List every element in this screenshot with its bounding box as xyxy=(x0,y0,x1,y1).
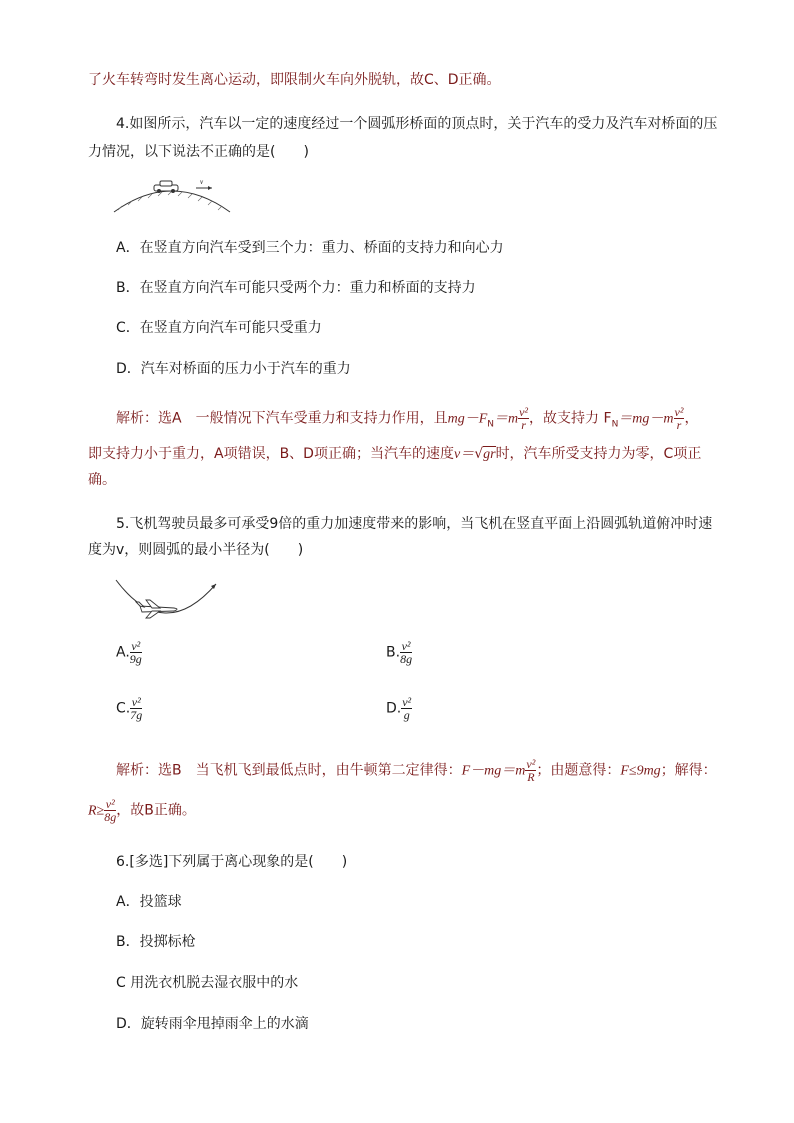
q6-stem: 6.[多选]下列属于离心现象的是( ) xyxy=(116,854,348,870)
q5-option-d: D. $\frac{\text{v²}}{g}$ xyxy=(386,695,412,722)
q5-analysis-line1: 解析：选B 当飞机飞到最低点时，由牛顿第二定律得：F－mg＝m $\frac{\text{v²}}{R}$ ；由题意得：F≤9mg；解得： xyxy=(116,757,717,784)
airplane-icon xyxy=(136,600,177,618)
q4-analysis-line3: 确。 xyxy=(88,472,116,488)
q4-stem-line1: 4.如图所示，汽车以一定的速度经过一个圆弧形桥面的顶点时，关于汽车的受力及汽车对桥面的压 xyxy=(116,116,718,132)
q4-option-d: D．汽车对桥面的压力小于汽车的重力 xyxy=(116,361,351,377)
q5-stem-line1: 5.飞机驾驶员最多可承受9倍的重力加速度带来的影响，当飞机在竖直平面上沿圆弧轨道俯冲时速 xyxy=(116,516,713,532)
q6-option-a: A．投篮球 xyxy=(116,894,182,910)
q4-analysis-line1: 解析：选A 一般情况下汽车受重力和支持力作用，且$mg-F_N=m$ $\frac{\text{v²}}{r}$ ，故支持力 $F_N=mg-m$ $\frac{\text{v²}}{r}$ ， xyxy=(116,405,699,432)
car-icon xyxy=(154,181,178,193)
q5-stem-line2: 度为v，则圆弧的最小半径为( ) xyxy=(88,542,304,558)
q4-frac-2: $\frac{\text{v²}}{r}$ xyxy=(674,405,684,432)
q4-option-a: A．在竖直方向汽车受到三个力：重力、桥面的支持力和向心力 xyxy=(116,240,504,256)
q4-option-c: C．在竖直方向汽车可能只受重力 xyxy=(116,320,322,336)
q4-option-b: B．在竖直方向汽车可能只受两个力：重力和桥面的支持力 xyxy=(116,280,476,296)
bridge-car-figure xyxy=(112,176,232,216)
q6-option-c: C 用洗衣机脱去湿衣服中的水 xyxy=(116,975,299,991)
q6-option-d: D．旋转雨伞甩掉雨伞上的水滴 xyxy=(116,1016,309,1032)
intro-line: 了火车转弯时发生离心运动，即限制火车向外脱轨，故C、D正确。 xyxy=(88,72,501,88)
airplane-arc-figure xyxy=(112,576,222,620)
velocity-label: v xyxy=(200,178,204,186)
q5-option-a: A. $\frac{\text{v²}}{9g}$ xyxy=(116,639,142,666)
q6-option-b: B．投掷标枪 xyxy=(116,934,196,950)
q5-option-c: C. $\frac{\text{v²}}{7g}$ xyxy=(116,695,143,722)
q5-analysis-line2: R≥ $\frac{\text{v²}}{8g}$ ，故B正确。 xyxy=(88,797,196,824)
q4-analysis-line2: 即支持力小于重力，A项错误，B、D项正确；当汽车的速度v＝√gr时，汽车所受支持力为零，C项正 xyxy=(88,446,702,462)
q5-option-b: B. $\frac{\text{v²}}{8g}$ xyxy=(386,639,413,666)
q4-stem-line2: 力情况，以下说法不正确的是( ) xyxy=(88,144,309,160)
q4-frac-1: $\frac{\text{v²}}{r}$ xyxy=(519,405,529,432)
